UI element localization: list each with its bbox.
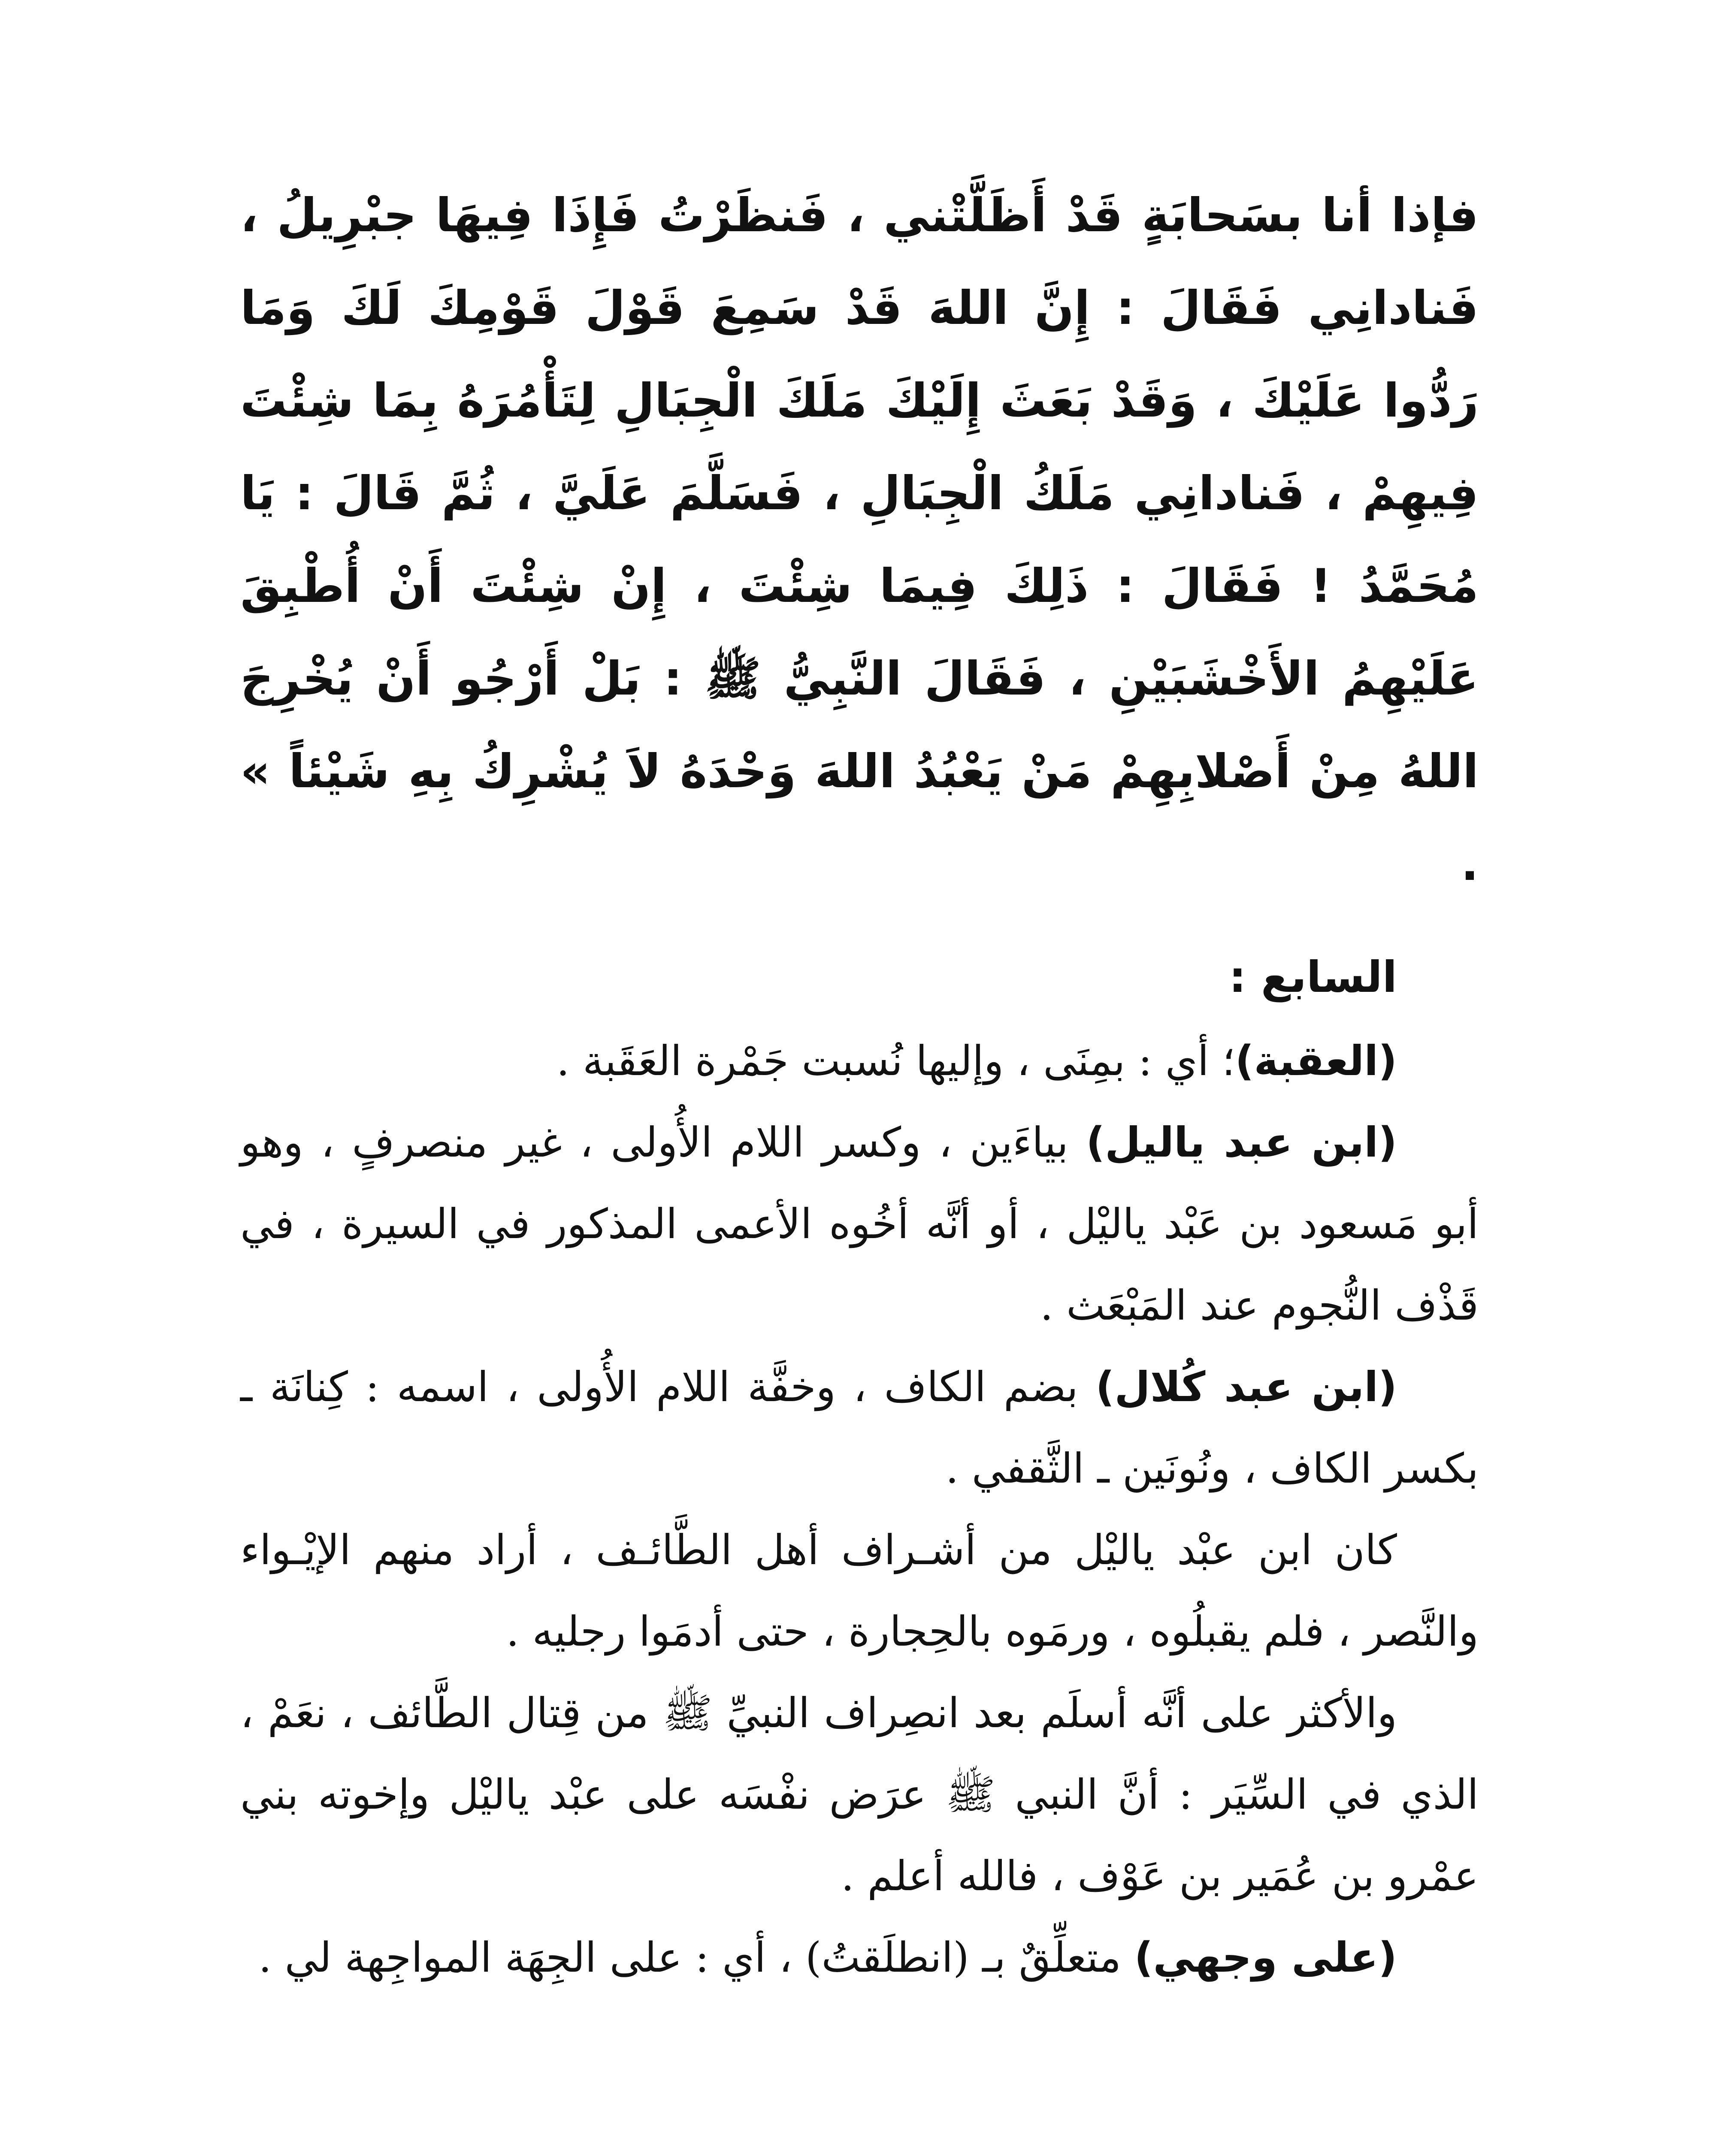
section-heading: السابع : (1229, 952, 1397, 1002)
note-paragraph-ibn-abd-kulal (240, 1346, 1479, 1509)
main-text-block (240, 169, 1479, 1998)
note-text: ؛ أي : بمِنَى ، وإليها نُسبت جَمْرة العَقَبة . (556, 1037, 1235, 1085)
note-paragraph-aqaba (240, 1020, 1479, 1102)
note-term: (ابن عبد كُلال) (1095, 1363, 1397, 1411)
note-text: بضم الكاف ، وخفَّة اللام الأُولى ، اسمه : كِنانَة ـ بكسر الكاف ، ونُونَين ـ الثَّقفي . (240, 1363, 1479, 1492)
note-paragraph-taif (240, 1509, 1479, 1672)
hadith-paragraph: فإذا أنا بسَحابَةٍ قَدْ أَظَلَّتْني ، فَنظَرْتُ فَإِذَا فِيهَا جبْرِيلُ ، فَنادانِي فَقَالَ : إِنَّ اللهَ قَدْ سَمِعَ قَوْلَ قَوْمِكَ لَكَ وَمَا رَدُّوا عَلَيْكَ ، وَقَدْ بَعَثَ إِلَيْكَ مَلَكَ الْجِبَالِ لِتَأْمُرَهُ بِمَا شِئْتَ فِيهِمْ ، فَنادانِي مَلَكُ الْجِبَالِ ، فَسَلَّمَ عَلَيَّ ، ثُمَّ قَالَ : يَا مُحَمَّدُ ! فَقَالَ : ذَلِكَ فِيمَا شِئْتَ ، إِنْ شِئْتَ أَنْ أُطْبِقَ عَلَيْهِمُ الأَخْشَبَيْنِ ، فَقَالَ النَّبِيُّ ﷺ : بَلْ أَرْجُو أَنْ يُخْرِجَ اللهُ مِنْ أَصْلابِهِمْ مَنْ يَعْبُدُ اللهَ وَحْدَهُ لاَ يُشْرِكُ بِهِ شَيْئاً » . (240, 189, 1479, 891)
note-text: بياءَين ، وكسر اللام الأُولى ، غير منصرفٍ ، وهو أبو مَسعود بن عَبْد ياليْل ، أو أنَّه أخُوه الأعمى المذكور في السيرة ، في قَذْف النُّجوم عند المَبْعَث . (240, 1118, 1479, 1329)
note-term: (العقبة) (1235, 1037, 1397, 1085)
note-text: والأكثر على أنَّه أسلَم بعد انصِراف النبيِّ ﷺ من قِتال الطَّائف ، نعَمْ ، الذي في السِّيَر : أنَّ النبي ﷺ عرَض نفْسَه على عبْد ياليْل وإخوته بني عمْرو بن عُمَير بن عَوْف ، فالله أعلم . (240, 1689, 1479, 1900)
note-term: (على وجهي) (1134, 1934, 1397, 1982)
note-paragraph-ala-wajhi (240, 1917, 1479, 1998)
note-term: (ابن عبد ياليل) (1086, 1118, 1397, 1166)
note-text: متعلِّقٌ بـ (انطلَقتُ) ، أي : على الجِهَة المواجِهة لي . (258, 1934, 1134, 1982)
note-text: كان ابن عبْد ياليْل من أشـراف أهل الطَّائـف ، أراد منهم الإيْـواء والنَّصر ، فلم يقبلُوه ، ورمَوه بالحِجارة ، حتى أدمَوا رجليه . (240, 1526, 1479, 1656)
note-paragraph-ibn-abd-yalil (240, 1102, 1479, 1346)
note-paragraph-islam (240, 1672, 1479, 1917)
